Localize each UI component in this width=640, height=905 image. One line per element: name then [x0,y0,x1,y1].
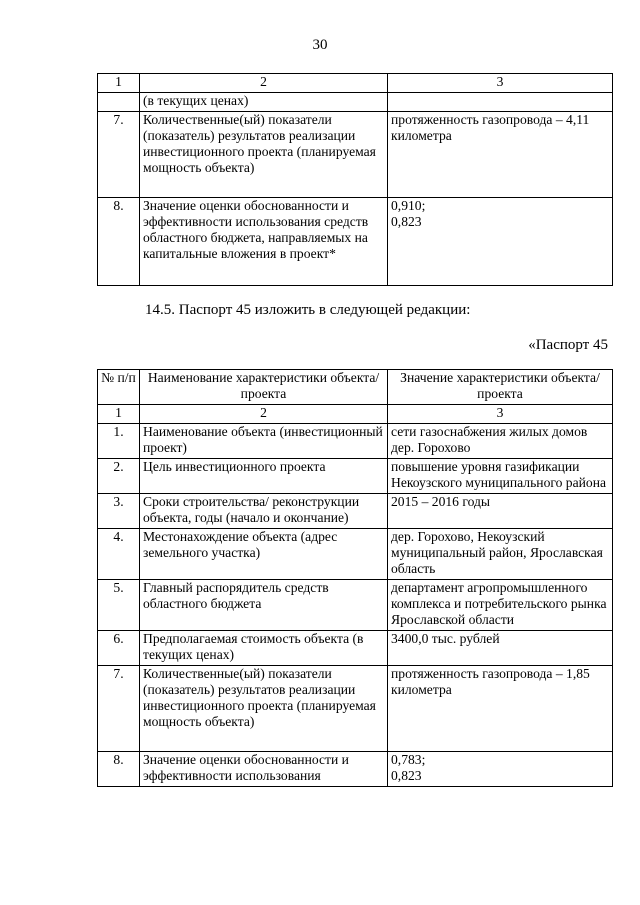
row-name: Количественные(ый) показатели (показатель) результатов реализации инвестиционного проекта (планируемая мощность объекта) [140,112,388,198]
table-header-row [98,370,613,405]
table-cell: 3 [388,74,613,93]
row-value: департамент агропромышленного комплекса и потребительского рынка Ярославской области [388,580,613,631]
table-row [98,752,613,787]
row-name: Цель инвестиционного проекта [140,459,388,494]
amendment-statement: 14.5. Паспорт 45 изложить в следующей редакции: [145,302,471,318]
row-value: повышение уровня газификации Некоузского муниципального района [388,459,613,494]
table-numbering-row [98,405,613,424]
row-name: Местонахождение объекта (адрес земельного участка) [140,529,388,580]
row-name: Значение оценки обоснованности и эффективности использования средств областного бюджета, направляемых на капитальные вложения в проект* [140,198,388,286]
header-value: Значение характеристики объекта/проекта [388,370,613,405]
row-value: протяженность газопровода – 1,85 километра [388,666,613,752]
table-row [98,580,613,631]
table-row [98,529,613,580]
header-num: № п/п [98,370,140,405]
row-number: 8. [98,198,140,286]
row-number [98,93,140,112]
table-row [98,424,613,459]
row-value: протяженность газопровода – 4,11 километра [388,112,613,198]
table-cell: 1 [98,74,140,93]
passport-table [97,369,613,787]
page-number: 30 [312,37,328,53]
table-row [98,631,613,666]
table-row [98,93,613,112]
row-value: 3400,0 тыс. рублей [388,631,613,666]
table-row [98,666,613,752]
row-number: 7. [98,666,140,752]
header-name: Наименование характеристики объекта/проекта [140,370,388,405]
row-value: 2015 – 2016 годы [388,494,613,529]
row-name: Количественные(ый) показатели (показатель) результатов реализации инвестиционного проекта (планируемая мощность объекта) [140,666,388,752]
row-name: (в текущих ценах) [140,93,388,112]
row-number: 3. [98,494,140,529]
row-name: Сроки строительства/ реконструкции объекта, годы (начало и окончание) [140,494,388,529]
row-value: сети газоснабжения жилых домов дер. Горохово [388,424,613,459]
row-number: 1. [98,424,140,459]
table-numbering-row [98,74,613,93]
row-name: Предполагаемая стоимость объекта (в текущих ценах) [140,631,388,666]
row-value: 0,910; 0,823 [388,198,613,286]
row-number: 2. [98,459,140,494]
table-row [98,112,613,198]
passport-label: «Паспорт 45 [528,337,608,353]
row-value [388,93,613,112]
table-row [98,494,613,529]
table-continued [97,73,613,286]
table-row [98,198,613,286]
row-number: 8. [98,752,140,787]
row-name: Главный распорядитель средств областного бюджета [140,580,388,631]
table-cell: 2 [140,405,388,424]
table-row [98,459,613,494]
table-cell: 1 [98,405,140,424]
table-cell: 3 [388,405,613,424]
row-number: 6. [98,631,140,666]
row-number: 7. [98,112,140,198]
row-value: 0,783; 0,823 [388,752,613,787]
table-cell: 2 [140,74,388,93]
row-number: 4. [98,529,140,580]
row-name: Значение оценки обоснованности и эффективности использования [140,752,388,787]
row-name: Наименование объекта (инвестиционный проект) [140,424,388,459]
row-number: 5. [98,580,140,631]
row-value: дер. Горохово, Некоузский муниципальный район, Ярославская область [388,529,613,580]
